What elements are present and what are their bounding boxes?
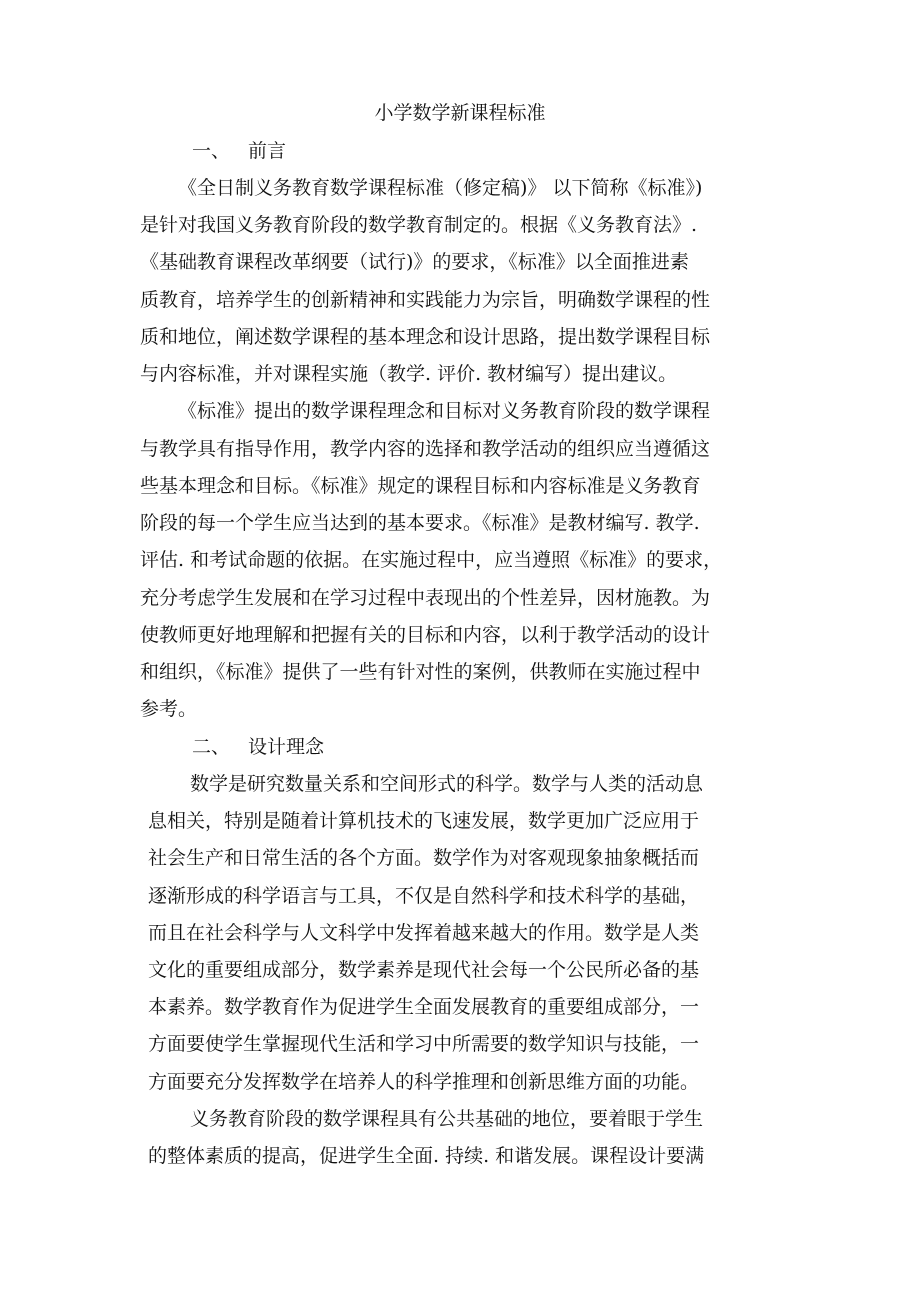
s1-p2-line-6: 充分考虑学生发展和在学习过程中表现出的个性差异，因材施教。为 (140, 587, 711, 609)
section-1-heading: 前言 (248, 140, 287, 162)
s2-p2-line-2: 的整体素质的提高，促进学生全面. 持续. 和谐发展。课程设计要满 (148, 1145, 705, 1167)
section-2-heading: 设计理念 (248, 736, 325, 758)
s1-p2-line-1: 《标准》提出的数学课程理念和目标对义务教育阶段的数学课程 (178, 400, 711, 422)
s1-p2-line-3: 些基本理念和目标。《标准》规定的课程目标和内容标准是义务教育 (140, 475, 701, 497)
document-title: 小学数学新课程标准 (374, 102, 546, 124)
s2-p1-line-8: 方面要使学生掌握现代生活和学习中所需要的数学知识与技能，一 (148, 1033, 700, 1055)
s2-p1-line-9: 方面要充分发挥数学在培养人的科学推理和创新思维方面的功能。 (148, 1071, 700, 1093)
s1-p1-line-1: 《全日制义务教育数学课程标准（修定稿)》 以下简称《标准》) (178, 177, 703, 199)
s1-p2-line-7: 使教师更好地理解和把握有关的目标和内容，以利于教学活动的设计 (140, 624, 711, 646)
s1-p2-line-4: 阶段的每一个学生应当达到的基本要求。《标准》是教材编写. 教学. (140, 512, 700, 534)
s2-p2-line-1: 义务教育阶段的数学课程具有公共基础的地位，要着眼于学生 (190, 1108, 704, 1130)
s1-p1-line-3: 《基础教育课程改革纲要（试行)》的要求，《标准》以全面推进素 (140, 251, 689, 273)
s1-p2-line-5: 评估. 和考试命题的依据。在实施过程中，应当遵照《标准》的要求， (140, 549, 723, 571)
s2-p1-line-4: 逐渐形成的科学语言与工具，不仅是自然科学和技术科学的基础， (148, 885, 700, 907)
s2-p1-line-6: 文化的重要组成部分，数学素养是现代社会每一个公民所必备的基 (148, 959, 700, 981)
s2-p1-line-3: 社会生产和日常生活的各个方面。数学作为对客观现象抽象概括而 (148, 847, 700, 869)
s2-p1-line-1: 数学是研究数量关系和空间形式的科学。数学与人类的活动息 (190, 773, 704, 795)
s2-p1-line-2: 息相关，特别是随着计算机技术的飞速发展，数学更加广泛应用于 (148, 810, 700, 832)
s1-p2-line-2: 与教学具有指导作用，教学内容的选择和教学活动的组织应当遵循这 (140, 438, 711, 460)
section-1-number: 一、 (192, 140, 231, 162)
s1-p1-line-5: 质和地位，阐述数学课程的基本理念和设计思路，提出数学课程目标 (140, 326, 711, 348)
s2-p1-line-7: 本素养。数学教育作为促进学生全面发展教育的重要组成部分，一 (148, 996, 700, 1018)
section-2-number: 二、 (192, 736, 231, 758)
s1-p2-line-9: 参考。 (140, 698, 198, 720)
s1-p1-line-2: 是针对我国义务教育阶段的数学教育制定的。根据《义务教育法》. (140, 214, 698, 236)
s1-p1-line-4: 质教育，培养学生的创新精神和实践能力为宗旨，明确数学课程的性 (140, 289, 711, 311)
s1-p2-line-8: 和组织，《标准》提供了一些有针对性的案例，供教师在实施过程中 (140, 661, 701, 683)
s2-p1-line-5: 而且在社会科学与人文科学中发挥着越来越大的作用。数学是人类 (148, 922, 700, 944)
s1-p1-line-6: 与内容标准，并对课程实施（教学. 评价. 教材编写）提出建议。 (140, 363, 678, 385)
